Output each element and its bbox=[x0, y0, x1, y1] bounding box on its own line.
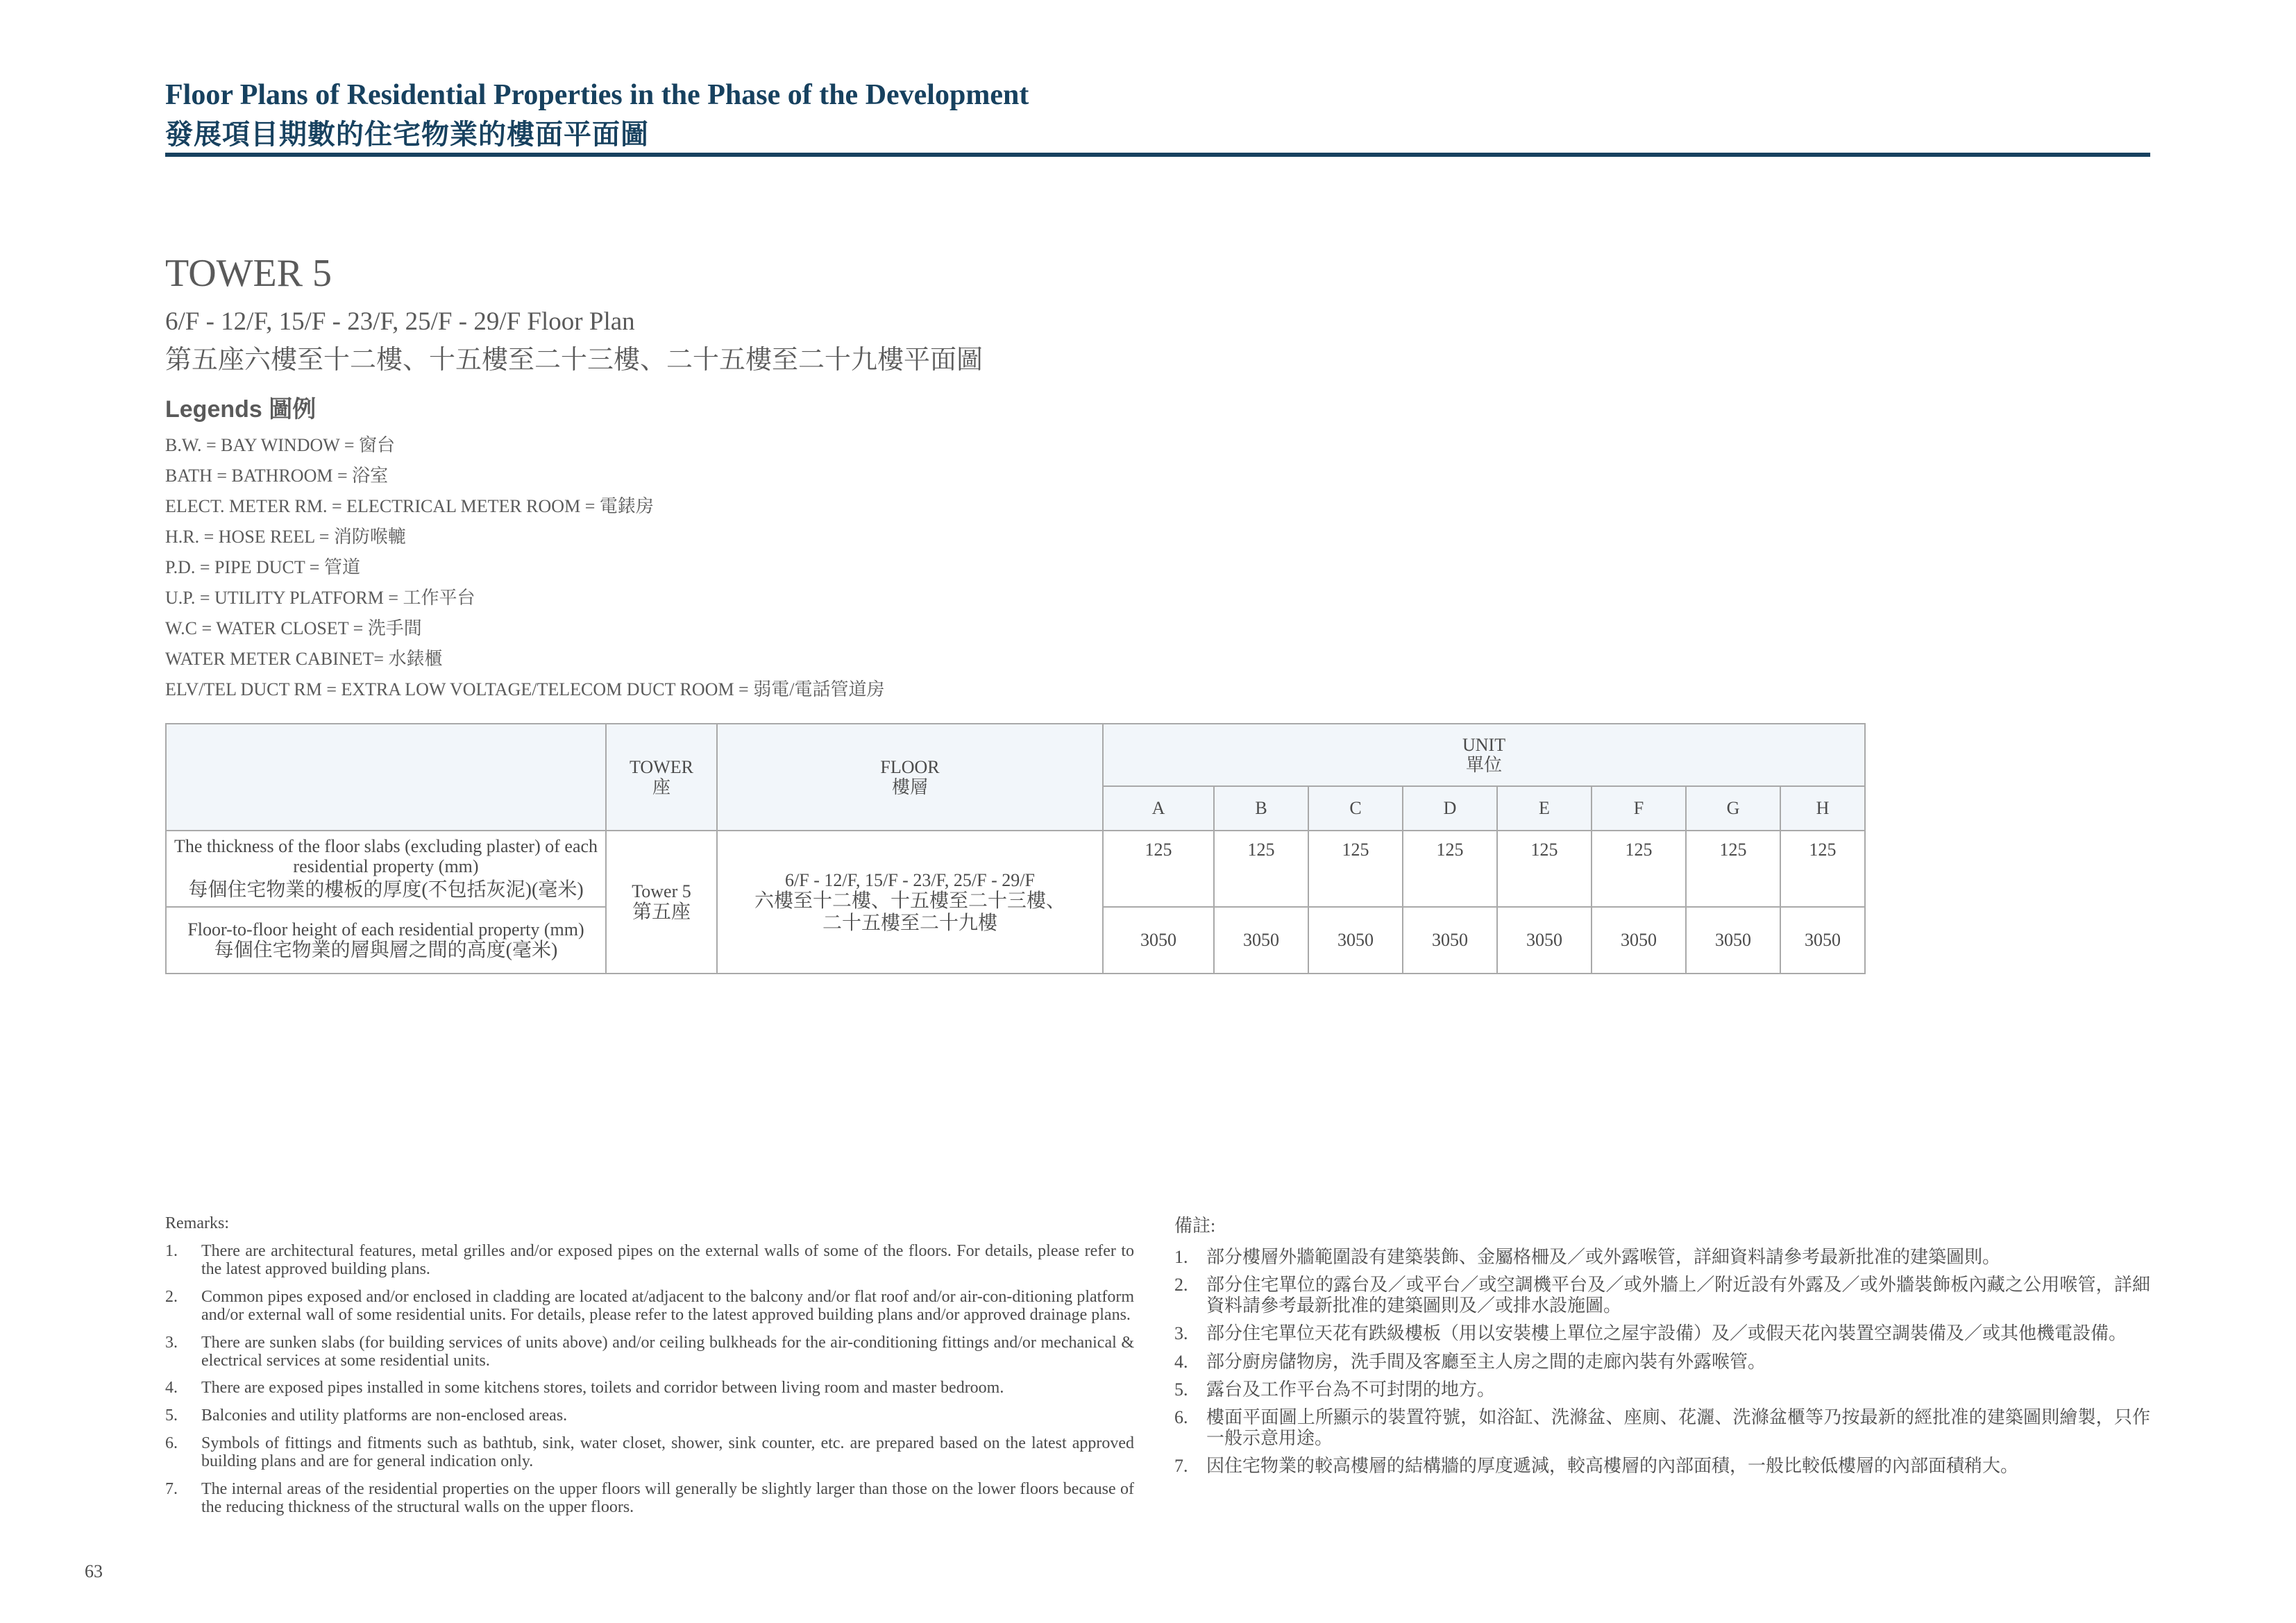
remark-text: 部分住宅單位的露台及／或平台／或空調機平台及／或外牆上／附近設有外露及／或外牆裝飾板內藏之公用喉管，詳細資料請參考最新批准的建築圖則及／或排水設施圖。 bbox=[1206, 1275, 2150, 1316]
remarks-english bbox=[165, 1214, 1134, 1527]
remark-item bbox=[1174, 1379, 2150, 1400]
table-corner-cell bbox=[166, 724, 606, 831]
remark-item bbox=[165, 1334, 1134, 1370]
tower-cell-en: Tower 5 bbox=[632, 881, 691, 901]
page-number: 63 bbox=[85, 1561, 103, 1581]
remark-item bbox=[1174, 1275, 2150, 1316]
height-label-en: Floor-to-floor height of each residential property (mm) bbox=[187, 919, 584, 940]
remark-item bbox=[1174, 1247, 2150, 1268]
remark-number: 1. bbox=[1174, 1247, 1188, 1267]
remark-number: 7. bbox=[1174, 1456, 1188, 1477]
height-label-zh: 每個住宅物業的層與層之間的高度(毫米) bbox=[214, 939, 558, 961]
remark-text: There are architectural features, metal grilles and/or exposed pipes on the external walls of some of the floors. For details, please refer to the latest approved building plans. bbox=[201, 1242, 1134, 1278]
slab-label-zh: 每個住宅物業的樓板的厚度(不包括灰泥)(毫米) bbox=[188, 879, 584, 901]
remark-text: There are exposed pipes installed in some kitchens stores, toilets and corridor between living room and master bedroom. bbox=[201, 1379, 1004, 1397]
remark-item bbox=[1174, 1323, 2150, 1344]
remark-item bbox=[165, 1243, 1134, 1279]
remark-item bbox=[1174, 1352, 2150, 1373]
remark-item bbox=[165, 1481, 1134, 1517]
remark-text: The internal areas of the residential properties on the upper floors will generally be slightly larger than those on the lower floors because of the reducing thickness of the structural walls on the upper floors. bbox=[201, 1480, 1134, 1516]
remark-text: 部分樓層外牆範圍設有建築裝飾、金屬格柵及／或外露喉管，詳細資料請參考最新批准的建築圖則。 bbox=[1206, 1247, 2001, 1267]
header-title-zh: 發展項目期數的住宅物業的樓面平面圖 bbox=[165, 119, 649, 150]
unit-header: F bbox=[1592, 786, 1686, 831]
height-value-d: 3050 bbox=[1403, 907, 1497, 974]
unit-header-zh: 單位 bbox=[1466, 755, 1503, 775]
height-value-e: 3050 bbox=[1497, 907, 1592, 974]
remark-item bbox=[1174, 1407, 2150, 1449]
legend-item: B.W. = BAY WINDOW = 窗台 bbox=[165, 435, 395, 455]
unit-header-en: UNIT bbox=[1462, 734, 1506, 755]
legend-item: U.P. = UTILITY PLATFORM = 工作平台 bbox=[165, 588, 475, 608]
legend-heading: Legends 圖例 bbox=[165, 396, 316, 423]
height-value-g: 3050 bbox=[1686, 907, 1780, 974]
remark-item bbox=[165, 1435, 1134, 1471]
floor-spec-table bbox=[165, 723, 1866, 974]
legend-item: W.C = WATER CLOSET = 洗手間 bbox=[165, 618, 422, 638]
height-value-c: 3050 bbox=[1308, 907, 1403, 974]
tower-cell bbox=[606, 831, 717, 974]
remarks-list-en bbox=[165, 1243, 1134, 1517]
legend-item: ELV/TEL DUCT RM = EXTRA LOW VOLTAGE/TELECOM DUCT ROOM = 弱電/電話管道房 bbox=[165, 679, 885, 699]
remark-number: 5. bbox=[1174, 1379, 1188, 1400]
remark-number: 3. bbox=[1174, 1323, 1188, 1344]
tower-column-header bbox=[606, 724, 717, 831]
table-row bbox=[166, 831, 1865, 907]
remark-item bbox=[1174, 1456, 2150, 1477]
floor-header-en: FLOOR bbox=[880, 756, 940, 777]
remark-text: Balconies and utility platforms are non-enclosed areas. bbox=[201, 1407, 568, 1425]
remark-text: Symbols of fittings and fitments such as bathtub, sink, water closet, shower, sink counter, etc. are prepared based on the latest approved building plans and are for general indication only. bbox=[201, 1434, 1134, 1471]
unit-header: C bbox=[1308, 786, 1403, 831]
tower-title: TOWER 5 bbox=[165, 252, 332, 295]
remarks-title-en: Remarks: bbox=[165, 1214, 229, 1232]
remarks-title-zh: 備註: bbox=[1174, 1216, 1216, 1236]
remark-number: 7. bbox=[165, 1480, 178, 1499]
tower-header-zh: 座 bbox=[652, 777, 670, 797]
slab-value-d: 125 bbox=[1403, 831, 1497, 907]
legend-item: P.D. = PIPE DUCT = 管道 bbox=[165, 557, 360, 577]
floor-plan-title-zh: 第五座六樓至十二樓、十五樓至二十三樓、二十五樓至二十九樓平面圖 bbox=[165, 346, 984, 375]
floor-cell-zh: 六樓至十二樓、十五樓至二十三樓、二十五樓至二十九樓 bbox=[754, 890, 1065, 934]
remark-text: Common pipes exposed and/or enclosed in cladding are located at/adjacent to the balcony and/or flat roof and/or air-con-ditioning platform and/or external wall of some residential units. For details, please refer to the latest approved building plans and/or approved drainage plans. bbox=[201, 1287, 1134, 1324]
remark-number: 6. bbox=[1174, 1407, 1188, 1427]
remarks-chinese bbox=[1174, 1212, 2150, 1484]
legend-list bbox=[165, 430, 884, 705]
remark-text: 部分廚房儲物房，洗手間及客廳至主人房之間的走廊內裝有外露喉管。 bbox=[1206, 1351, 1766, 1372]
unit-header: B bbox=[1214, 786, 1308, 831]
slab-value-a: 125 bbox=[1103, 831, 1214, 907]
remark-text: 因住宅物業的較高樓層的結構牆的厚度遞減，較高樓層的內部面積，一般比較低樓層的內部面積稍大。 bbox=[1206, 1456, 2019, 1477]
header-divider bbox=[165, 153, 2150, 157]
unit-header: D bbox=[1403, 786, 1497, 831]
height-value-h: 3050 bbox=[1780, 907, 1865, 974]
remark-number: 2. bbox=[1174, 1275, 1188, 1295]
slab-thickness-label bbox=[166, 831, 606, 907]
legend-item: ELECT. METER RM. = ELECTRICAL METER ROOM = 電錶房 bbox=[165, 496, 654, 516]
remark-number: 1. bbox=[165, 1242, 178, 1260]
floor-column-header bbox=[717, 724, 1103, 831]
unit-header: E bbox=[1497, 786, 1592, 831]
unit-header: A bbox=[1103, 786, 1214, 831]
height-value-f: 3050 bbox=[1592, 907, 1686, 974]
remark-item bbox=[165, 1379, 1134, 1397]
remarks-list-zh bbox=[1174, 1247, 2150, 1477]
floor-cell bbox=[717, 831, 1103, 974]
remark-number: 4. bbox=[1174, 1351, 1188, 1372]
floor-height-label bbox=[166, 907, 606, 974]
remark-text: 樓面平面圖上所顯示的裝置符號，如浴缸、洗滌盆、座廁、花灑、洗滌盆櫃等乃按最新的經批准的建築圖則繪製，只作一般示意用途。 bbox=[1206, 1407, 2150, 1449]
unit-header: G bbox=[1686, 786, 1780, 831]
height-value-a: 3050 bbox=[1103, 907, 1214, 974]
tower-header-en: TOWER bbox=[630, 756, 693, 777]
remark-number: 3. bbox=[165, 1333, 178, 1352]
floor-header-zh: 樓層 bbox=[891, 777, 928, 797]
slab-value-b: 125 bbox=[1214, 831, 1308, 907]
floor-plan-title-en: 6/F - 12/F, 15/F - 23/F, 25/F - 29/F Floor Plan bbox=[165, 307, 635, 336]
height-value-b: 3050 bbox=[1214, 907, 1308, 974]
remark-text: There are sunken slabs (for building services of units above) and/or ceiling bulkheads for the air-conditioning fittings and/or mechanical & electrical services at some residential units. bbox=[201, 1333, 1134, 1370]
legend-item: H.R. = HOSE REEL = 消防喉轆 bbox=[165, 527, 406, 547]
unit-column-header bbox=[1103, 724, 1865, 786]
slab-value-c: 125 bbox=[1308, 831, 1403, 907]
tower-cell-zh: 第五座 bbox=[632, 901, 691, 923]
slab-value-e: 125 bbox=[1497, 831, 1592, 907]
remark-text: 露台及工作平台為不可封閉的地方。 bbox=[1206, 1379, 1496, 1400]
remark-number: 2. bbox=[165, 1287, 178, 1306]
remark-number: 5. bbox=[165, 1407, 178, 1425]
floor-cell-en: 6/F - 12/F, 15/F - 23/F, 25/F - 29/F bbox=[785, 870, 1035, 891]
remark-item bbox=[165, 1407, 1134, 1425]
remark-number: 4. bbox=[165, 1379, 178, 1397]
slab-value-h: 125 bbox=[1780, 831, 1865, 907]
header-title-en: Floor Plans of Residential Properties in the Phase of the Development bbox=[165, 79, 1029, 111]
slab-value-f: 125 bbox=[1592, 831, 1686, 907]
remark-item bbox=[165, 1289, 1134, 1325]
slab-label-en: The thickness of the floor slabs (excluding plaster) of each residential property (mm) bbox=[174, 836, 598, 877]
remark-text: 部分住宅單位天花有跌級樓板（用以安裝樓上單位之屋宇設備）及／或假天花內裝置空調裝備及／或其他機電設備。 bbox=[1206, 1323, 2127, 1344]
legend-item: WATER METER CABINET= 水錶櫃 bbox=[165, 649, 443, 669]
remark-number: 6. bbox=[165, 1434, 178, 1453]
slab-value-g: 125 bbox=[1686, 831, 1780, 907]
legend-item: BATH = BATHROOM = 浴室 bbox=[165, 466, 389, 486]
unit-header: H bbox=[1780, 786, 1865, 831]
